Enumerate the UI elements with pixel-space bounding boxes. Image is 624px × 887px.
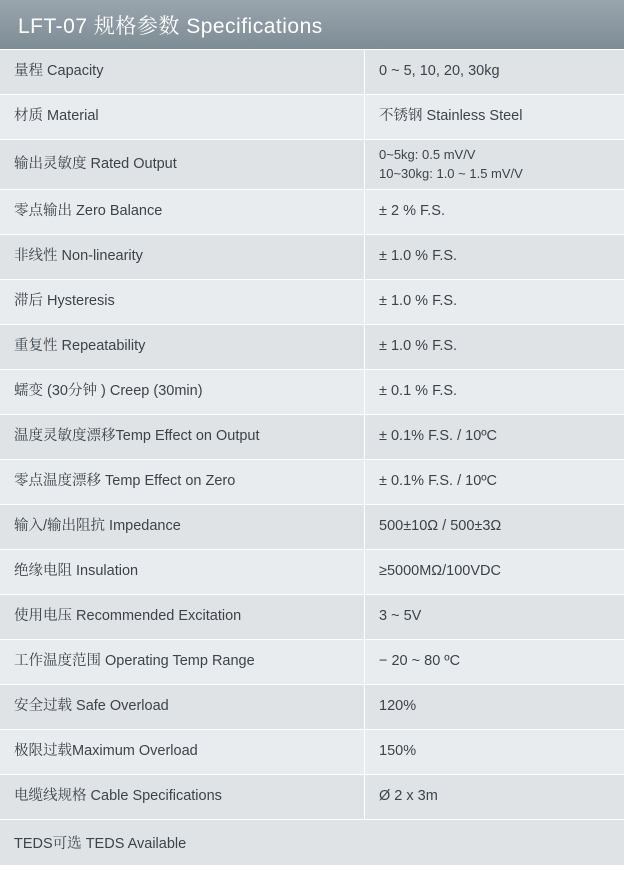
- row-value: ± 0.1 % F.S.: [379, 383, 458, 400]
- row-label: 电缆线规格 Cable Specifications: [0, 775, 365, 819]
- row-value: 不锈钢 Stainless Steel: [379, 108, 523, 125]
- row-value: 120%: [379, 698, 417, 715]
- row-label: 安全过载 Safe Overload: [0, 685, 365, 729]
- table-row: [0, 415, 624, 460]
- table-row: [0, 370, 624, 415]
- row-label: 使用电压 Recommended Excitation: [0, 595, 365, 639]
- row-value: ± 0.1% F.S. / 10ºC: [379, 473, 498, 490]
- table-row: [0, 505, 624, 550]
- table-row: [0, 775, 624, 820]
- table-row: [0, 685, 624, 730]
- table-footer-row: [0, 820, 624, 866]
- page-title: LFT-07 规格参数 Specifications: [18, 14, 323, 38]
- spec-header: [0, 0, 624, 50]
- row-label: 重复性 Repeatability: [0, 325, 365, 369]
- row-label: 量程 Capacity: [0, 50, 365, 94]
- table-row: [0, 235, 624, 280]
- table-row: [0, 550, 624, 595]
- table-row: [0, 325, 624, 370]
- row-label: 非线性 Non-linearity: [0, 235, 365, 279]
- row-value: Ø 2 x 3m: [379, 788, 438, 805]
- table-row: [0, 50, 624, 95]
- row-value: ± 1.0 % F.S.: [379, 248, 458, 265]
- row-label: 零点温度漂移 Temp Effect on Zero: [0, 460, 365, 504]
- table-row: [0, 730, 624, 775]
- table-row: [0, 190, 624, 235]
- table-row: [0, 95, 624, 140]
- row-label: 绝缘电阻 Insulation: [0, 550, 365, 594]
- row-value: ≥5000MΩ/100VDC: [379, 563, 501, 580]
- row-value: − 20 ~ 80 ºC: [379, 653, 461, 670]
- table-row: [0, 595, 624, 640]
- row-value: ± 0.1% F.S. / 10ºC: [379, 428, 498, 445]
- row-value-line-2: 10~30kg: 1.0 ~ 1.5 mV/V: [379, 165, 523, 181]
- row-label: TEDS可选 TEDS Available: [14, 836, 187, 852]
- table-row: [0, 280, 624, 325]
- row-label: 极限过载Maximum Overload: [0, 730, 365, 774]
- row-label: 输入/输出阻抗 Impedance: [0, 505, 365, 549]
- row-label: 滞后 Hysteresis: [0, 280, 365, 324]
- row-value-line-1: 0~5kg: 0.5 mV/V: [379, 146, 476, 162]
- row-value: 3 ~ 5V: [379, 608, 422, 625]
- table-row: [0, 460, 624, 505]
- row-label: 零点输出 Zero Balance: [0, 190, 365, 234]
- row-value: ± 2 % F.S.: [379, 203, 445, 220]
- row-label: 蠕变 (30分钟 ) Creep (30min): [0, 370, 365, 414]
- row-value: 0 ~ 5, 10, 20, 30kg: [379, 63, 500, 80]
- row-label: 材质 Material: [0, 95, 365, 139]
- row-value: [365, 140, 624, 189]
- row-value: ± 1.0 % F.S.: [379, 293, 458, 310]
- row-value: 500±10Ω / 500±3Ω: [379, 518, 502, 535]
- row-label: 工作温度范围 Operating Temp Range: [0, 640, 365, 684]
- table-row: [0, 140, 624, 190]
- row-label: 温度灵敏度漂移Temp Effect on Output: [0, 415, 365, 459]
- row-label: 输出灵敏度 Rated Output: [0, 140, 365, 189]
- table-row: [0, 640, 624, 685]
- row-value: ± 1.0 % F.S.: [379, 338, 458, 355]
- row-value: 150%: [379, 743, 417, 760]
